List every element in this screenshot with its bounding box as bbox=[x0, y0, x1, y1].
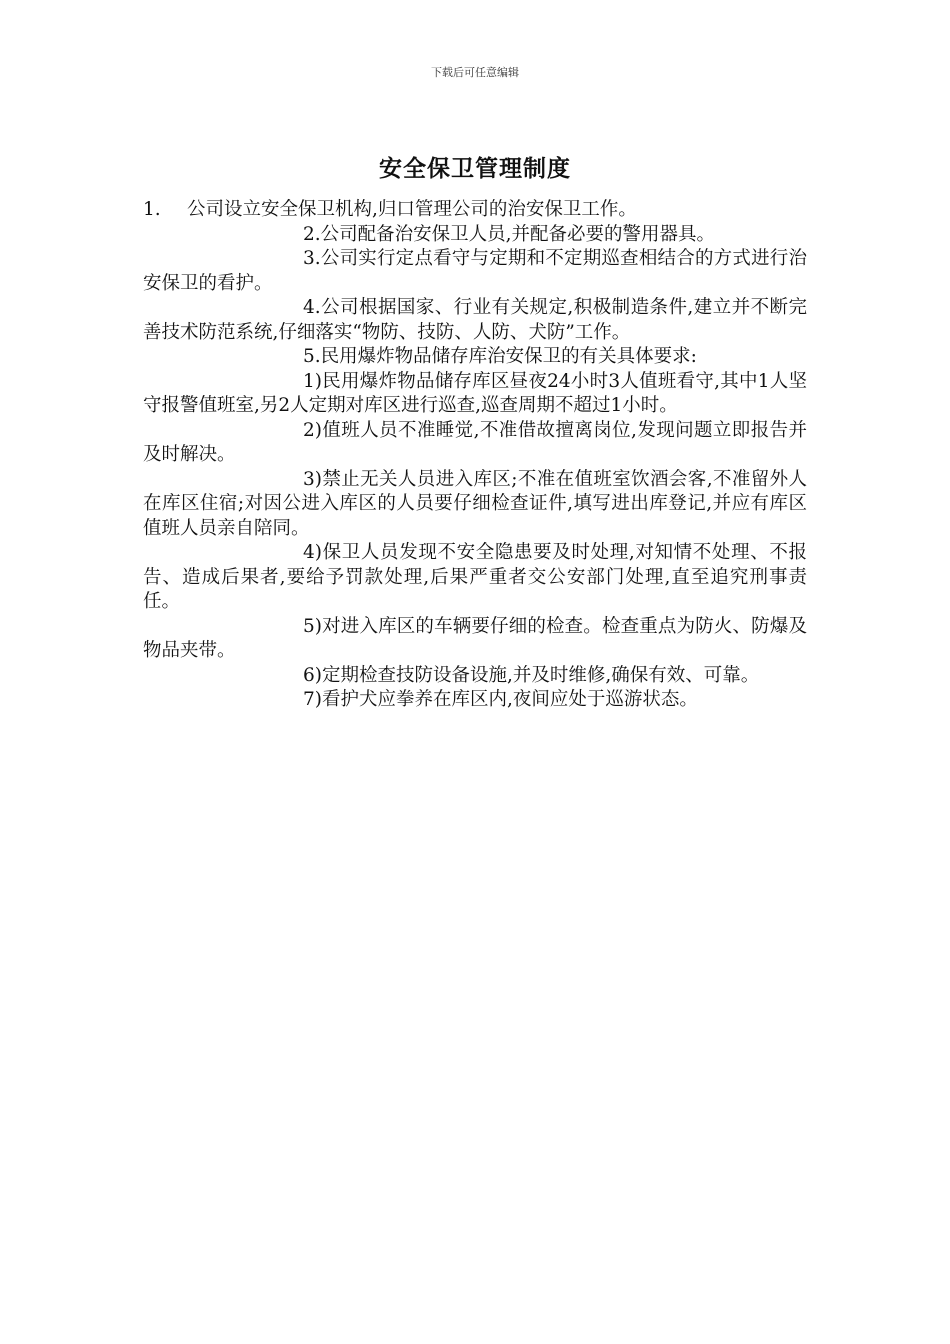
paragraph-item bbox=[143, 345, 807, 370]
item-number: 7) bbox=[303, 689, 322, 710]
item-number: 5. bbox=[303, 346, 321, 367]
item-number: 6) bbox=[303, 664, 322, 686]
item-text: 民用爆炸物品储存库治安保卫的有关具体要求: bbox=[320, 346, 697, 367]
item-text: 禁止无关人员进入库区;不准在值班室饮酒会客,不准留外人在库区住宿;对因公进入库区的人员要仔细检查证件,填写进出库登记,并应有库区值班人员亲自陪同。 bbox=[143, 468, 807, 539]
paragraph-item bbox=[143, 247, 807, 296]
item-text: 看护犬应拳养在库区内,夜间应处于巡游状态。 bbox=[322, 689, 698, 710]
item-text: 民用爆炸物品储存库区昼夜24小时3人值班看守,其中1人坚守报警值班室,另2人定期对库区进行巡查,巡查周期不超过1小时。 bbox=[143, 370, 807, 416]
sub-item bbox=[143, 541, 807, 615]
item-text: 定期检查技防设备设施,并及时维修,确保有效、可靠。 bbox=[322, 664, 760, 686]
document-title: 安全保卫管理制度 bbox=[379, 156, 571, 182]
item-number: 2) bbox=[303, 419, 322, 441]
item-text: 保卫人员发现不安全隐患要及时处理,对知情不处理、不报告、造成后果者,要给予罚款处理,后果严重者交公安部门处理,直至追究刑事责任。 bbox=[143, 542, 807, 612]
item-text: 公司实行定点看守与定期和不定期巡查相结合的方式进行治安保卫的看护。 bbox=[143, 248, 807, 294]
sub-item bbox=[143, 370, 807, 419]
item-number: 4) bbox=[303, 542, 322, 563]
item-number: 4. bbox=[303, 297, 321, 318]
sub-item bbox=[143, 688, 807, 713]
document-body bbox=[143, 198, 807, 713]
item-number: 1) bbox=[303, 370, 322, 392]
item-text: 公司配备治安保卫人员,并配备必要的警用器具。 bbox=[320, 223, 716, 245]
item-text: 值班人员不准睡觉,不准借故擅离岗位,发现问题立即报告并及时解决。 bbox=[143, 419, 807, 465]
item-number: 2. bbox=[303, 223, 321, 245]
sub-item bbox=[143, 615, 807, 664]
item-number: 5) bbox=[303, 615, 322, 637]
sub-item bbox=[143, 419, 807, 468]
item-number: 3) bbox=[303, 468, 322, 490]
item-number: 1. bbox=[143, 199, 161, 220]
sub-item bbox=[143, 664, 807, 689]
item-text: 公司设立安全保卫机构,归口管理公司的治安保卫工作。 bbox=[187, 199, 637, 220]
paragraph-item bbox=[143, 198, 807, 223]
page-header-note: 下载后可任意编辑 bbox=[431, 66, 519, 79]
sub-item bbox=[143, 468, 807, 542]
item-text: 公司根据国家、行业有关规定,积极制造条件,建立并不断完善技术防范系统,仔细落实“物防、技防、人防、犬防”工作。 bbox=[143, 297, 807, 343]
item-text: 对进入库区的车辆要仔细的检查。检查重点为防火、防爆及物品夹带。 bbox=[143, 615, 807, 661]
paragraph-item bbox=[143, 223, 807, 248]
paragraph-item bbox=[143, 296, 807, 345]
item-number: 3. bbox=[303, 248, 321, 269]
